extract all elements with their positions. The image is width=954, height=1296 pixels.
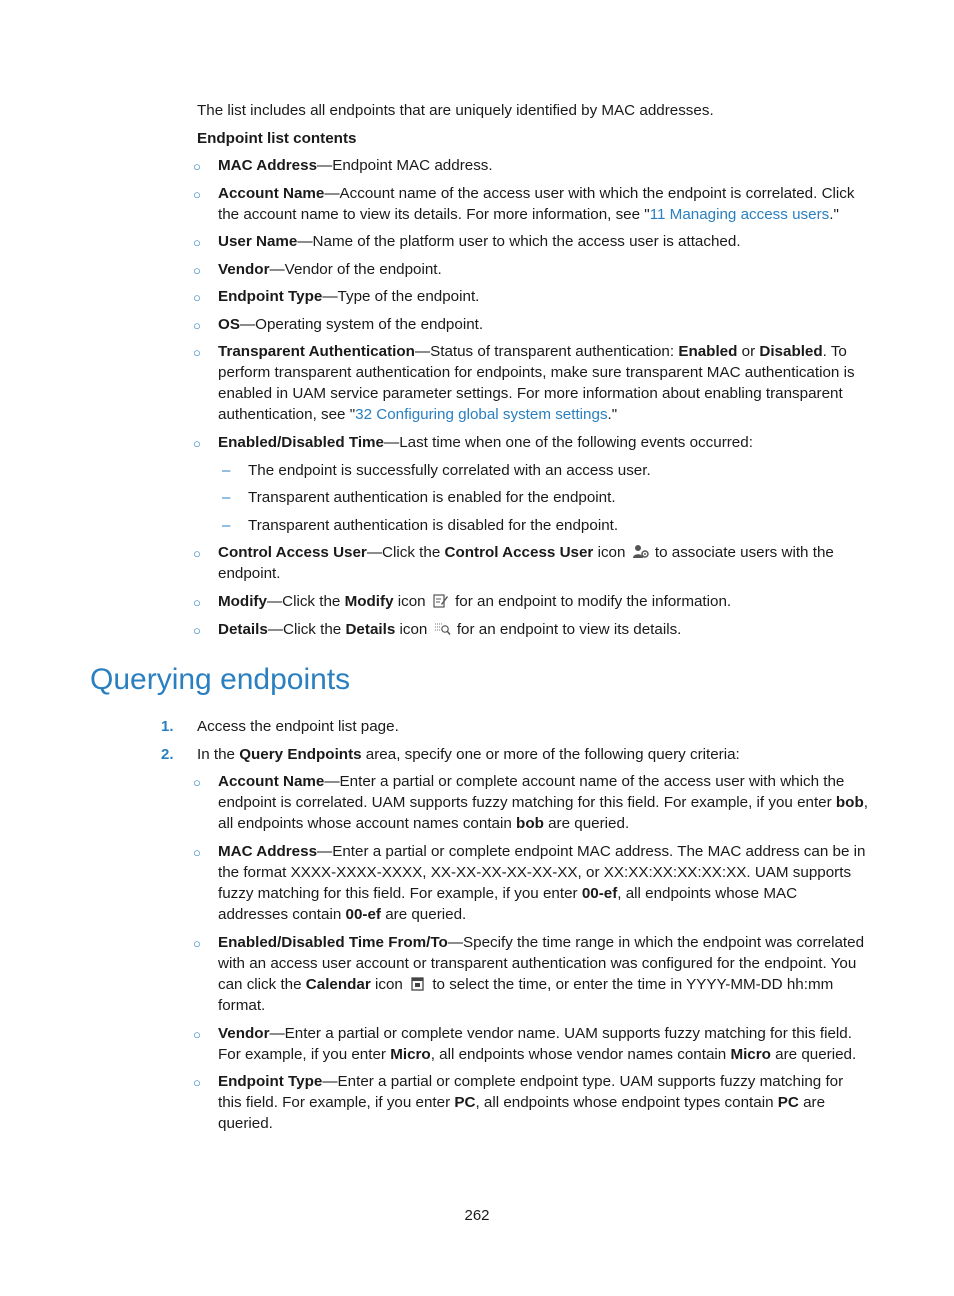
bullet: ○ xyxy=(193,845,201,860)
bullet: ○ xyxy=(193,318,201,333)
list-item-time: Enabled/Disabled Time—Last time when one of the following events occurred: xyxy=(218,434,753,451)
bullet: ○ xyxy=(193,1075,201,1090)
section-heading: Querying endpoints xyxy=(90,663,351,696)
bullet: ○ xyxy=(193,623,201,638)
list-item-type: Endpoint Type—Type of the endpoint. xyxy=(218,288,480,305)
list-item-os: OS—Operating system of the endpoint. xyxy=(218,316,484,333)
bullet: ○ xyxy=(193,263,201,278)
list-item-details: Details—Click the Details icon for an endpoint to view its details. xyxy=(218,621,682,638)
event-item: Transparent authentication is enabled for the endpoint. xyxy=(248,489,616,506)
event-item: The endpoint is successfully correlated with an access user. xyxy=(248,462,651,479)
step-2-text: In the Query Endpoints area, specify one or more of the following query criteria: xyxy=(197,746,740,763)
step-number: 1. xyxy=(161,718,174,735)
control-access-user-icon xyxy=(632,544,649,559)
modify-icon xyxy=(432,593,449,608)
criteria-mac: MAC Address—Enter a partial or complete endpoint MAC address. The MAC address can be in the format XXXX-XXXX-XXXX, XX-XX-XX-XX-XX-XX, or XX:XX:XX:XX:XX:XX. UAM supports fuzzy matching for this field. For example, if you enter 00-ef, all endpoints whose MAC addresses contain 00-ef are queried. xyxy=(218,843,866,923)
bullet: ○ xyxy=(193,159,201,174)
criteria-vendor: Vendor—Enter a partial or complete vendor name. UAM supports fuzzy matching for this field. For example, if you enter Micro, all endpoints whose vendor names contain Micro are queried. xyxy=(218,1025,857,1063)
details-icon xyxy=(434,621,451,636)
list-item-mac: MAC Address—Endpoint MAC address. xyxy=(218,157,493,174)
list-item-modify: Modify—Click the Modify icon for an endpoint to modify the information. xyxy=(218,593,732,610)
intro-text: The list includes all endpoints that are uniquely identified by MAC addresses. xyxy=(197,102,714,119)
criteria-type: Endpoint Type—Enter a partial or complete endpoint type. UAM supports fuzzy matching for this field. For example, if you enter PC, all endpoints whose endpoint types contain PC are queried. xyxy=(218,1073,844,1132)
bullet: ○ xyxy=(193,936,201,951)
dash: – xyxy=(222,489,231,506)
step-1-text: Access the endpoint list page. xyxy=(197,718,399,735)
bullet: ○ xyxy=(193,775,201,790)
calendar-icon xyxy=(409,976,426,991)
bullet: ○ xyxy=(193,1027,201,1042)
list-item-transparent: Transparent Authentication—Status of transparent authentication: Enabled or Disabled. To perform transparent authentication for endpoints, make sure transparent MAC authentication is enabled in UAM service parameter settings. For more information about enabling transparent authentication, see "32 Configuring global system settings." xyxy=(218,343,855,423)
dash: – xyxy=(222,517,231,534)
bullet: ○ xyxy=(193,345,201,360)
criteria-account: Account Name—Enter a partial or complete account name of the access user with which the endpoint is correlated. UAM supports fuzzy matching for this field. For example, if you enter bob, all endpoints whose account names contain bob are queried. xyxy=(218,773,868,832)
criteria-time: Enabled/Disabled Time From/To—Specify the time range in which the endpoint was correlated with an access user account or transparent authentication was configured for the endpoint. You can click the Calendar icon to select the time, or enter the time in YYYY-MM-DD hh:mm format. xyxy=(218,934,865,1014)
bullet: ○ xyxy=(193,546,201,561)
list-heading: Endpoint list contents xyxy=(197,130,357,147)
step-number: 2. xyxy=(161,746,174,763)
bullet: ○ xyxy=(193,290,201,305)
list-item-vendor: Vendor—Vendor of the endpoint. xyxy=(218,261,442,278)
bullet: ○ xyxy=(193,436,201,451)
page-number: 262 xyxy=(464,1207,490,1224)
list-item-user: User Name—Name of the platform user to which the access user is attached. xyxy=(218,233,741,250)
bullet: ○ xyxy=(193,187,201,202)
link-global-system-settings[interactable]: 32 Configuring global system settings xyxy=(355,406,608,423)
list-item-account: Account Name—Account name of the access user with which the endpoint is correlated. Click the account name to view its details. For more information, see "11 Managing access users." xyxy=(218,185,855,223)
link-managing-access-users[interactable]: 11 Managing access users xyxy=(649,206,830,223)
event-item: Transparent authentication is disabled for the endpoint. xyxy=(248,517,619,534)
bullet: ○ xyxy=(193,235,201,250)
bullet: ○ xyxy=(193,595,201,610)
list-item-control: Control Access User—Click the Control Access User icon to associate users with the endpoint. xyxy=(218,544,834,582)
dash: – xyxy=(222,462,231,479)
